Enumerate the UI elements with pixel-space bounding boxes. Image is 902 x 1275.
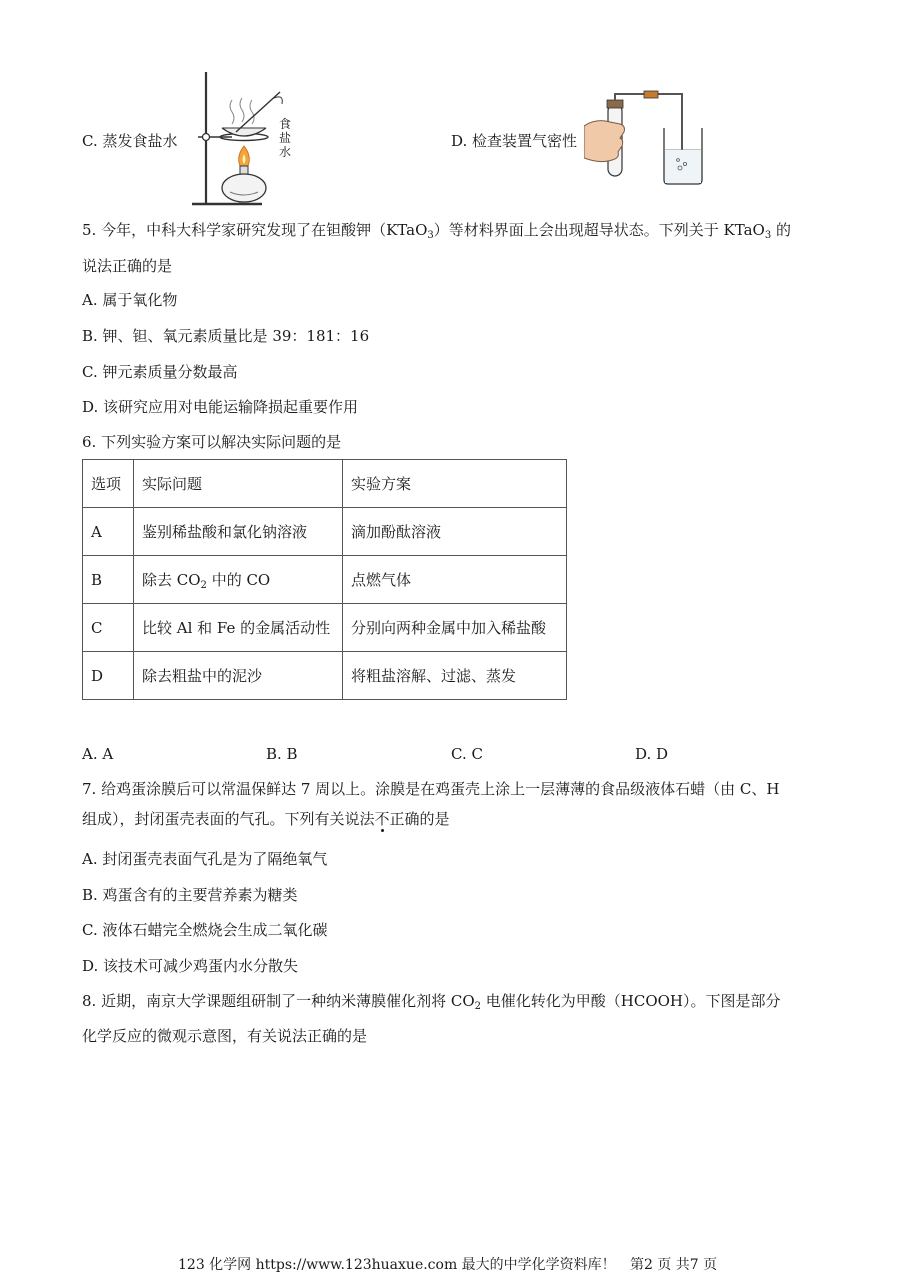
q5-option-a: A. 属于氧化物 xyxy=(82,291,178,309)
q4-option-d: D. 检查装置气密性 xyxy=(451,132,578,150)
row-problem: 鉴别稀盐酸和氯化钠溶液 xyxy=(134,508,343,556)
row-problem: 比较 Al 和 Fe 的金属活动性 xyxy=(134,604,343,652)
header-problem: 实际问题 xyxy=(134,460,343,508)
q7-stem-line1: 7. 给鸡蛋涂膜后可以常温保鲜达 7 周以上。涂膜是在鸡蛋壳上涂上一层薄薄的食品级液体石蜡（由 C、H xyxy=(82,780,780,798)
q6-table-header xyxy=(83,460,567,508)
q6-answer-c: C. C xyxy=(451,745,483,763)
table-row xyxy=(83,604,567,652)
airtightness-apparatus-figure xyxy=(584,88,708,186)
q5-stem-line2: 说法正确的是 xyxy=(82,257,173,275)
salt-water-label-3: 水 xyxy=(279,145,292,159)
row-plan: 将粗盐溶解、过滤、蒸发 xyxy=(343,652,567,700)
q7-option-c: C. 液体石蜡完全燃烧会生成二氧化碳 xyxy=(82,921,328,939)
emphasis-not: 不 xyxy=(374,810,390,828)
q6-table xyxy=(82,459,567,700)
table-row xyxy=(83,508,567,556)
q7-option-b: B. 鸡蛋含有的主要营养素为糖类 xyxy=(82,886,298,904)
row-option: C xyxy=(83,604,134,652)
row-problem: 除去粗盐中的泥沙 xyxy=(134,652,343,700)
row-plan: 分别向两种金属中加入稀盐酸 xyxy=(343,604,567,652)
footer-site-text: 123 化学网 https://www.123huaxue.com 最大的中学化学资料库！ xyxy=(178,1257,616,1273)
footer-page-number: 第2 页 共7 页 xyxy=(630,1257,718,1273)
salt-water-label-1: 食 xyxy=(279,117,292,131)
row-plan: 滴加酚酞溶液 xyxy=(343,508,567,556)
header-plan: 实验方案 xyxy=(343,460,567,508)
q5-option-b: B. 钾、钽、氧元素质量比是 39：181：16 xyxy=(82,327,370,345)
q6-stem: 6. 下列实验方案可以解决实际问题的是 xyxy=(82,433,342,451)
q7-option-d: D. 该技术可减少鸡蛋内水分散失 xyxy=(82,957,299,975)
row-plan: 点燃气体 xyxy=(343,556,567,604)
salt-water-label-2: 盐 xyxy=(279,131,292,145)
q6-answer-a: A. A xyxy=(82,745,114,763)
q8-stem-line1: 8. 近期，南京大学课题组研制了一种纳米薄膜催化剂将 $CO_2$ 电催化转化为甲酸（HCOOH）。下图是部分 xyxy=(82,992,781,1012)
q4-option-c: C. 蒸发食盐水 xyxy=(82,132,178,150)
header-option: 选项 xyxy=(83,460,134,508)
table-row xyxy=(83,652,567,700)
row-problem: 除去 $CO_2$ 中的 CO xyxy=(134,556,343,604)
q5-option-c: C. 钾元素质量分数最高 xyxy=(82,363,238,381)
table-row xyxy=(83,556,567,604)
q5-stem-line1: 5. 今年，中科大科学家研究发现了在钽酸钾（KTaO$_3$）等材料界面上会出现超导状态。下列关于 KTaO$_3$ 的 xyxy=(82,221,791,241)
q6-answer-b: B. B xyxy=(266,745,298,763)
row-option: D xyxy=(83,652,134,700)
q7-stem-line2: 组成），封闭蛋壳表面的气孔。下列有关说法不正确的是 xyxy=(82,810,450,828)
q5-option-d: D. 该研究应用对电能运输降损起重要作用 xyxy=(82,398,359,416)
q8-stem-line2: 化学反应的微观示意图，有关说法正确的是 xyxy=(82,1027,368,1045)
q7-option-a: A. 封闭蛋壳表面气孔是为了隔绝氧气 xyxy=(82,850,328,868)
row-option: A xyxy=(83,508,134,556)
row-option: B xyxy=(83,556,134,604)
q6-answer-d: D. D xyxy=(635,745,669,763)
